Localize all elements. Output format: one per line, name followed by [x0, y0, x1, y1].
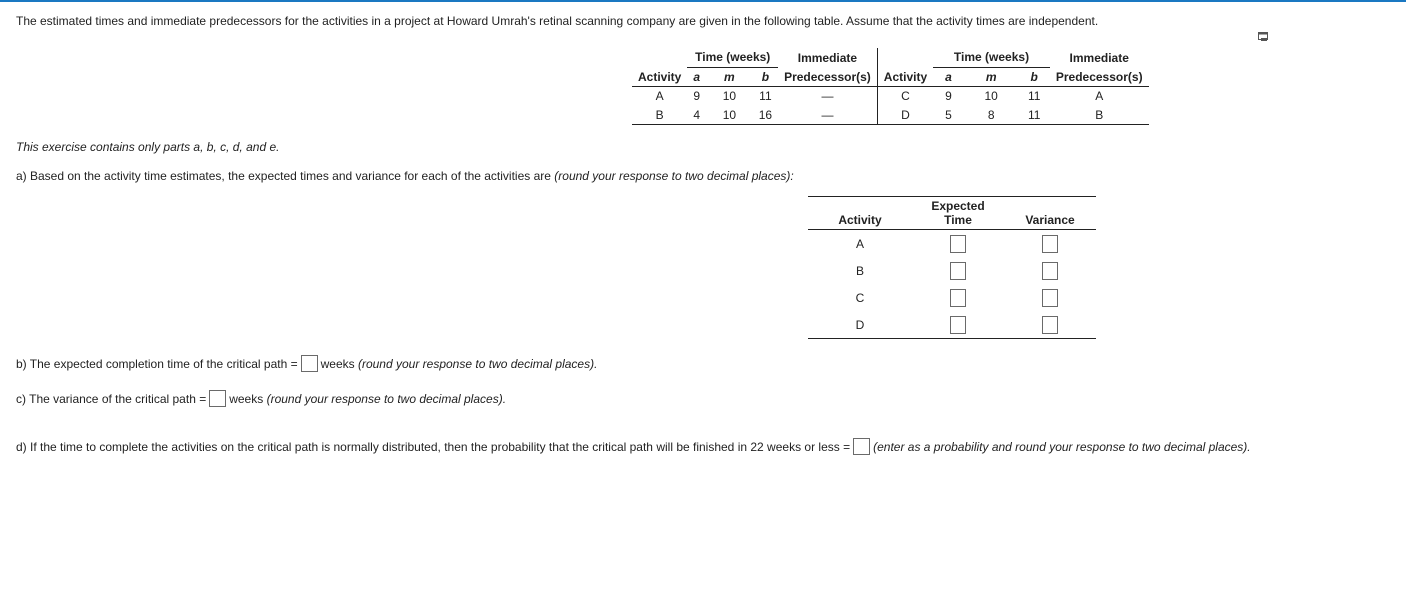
- row-m-right: 10: [984, 89, 998, 104]
- row-a-right: 9: [945, 89, 952, 104]
- answer-variance-header: Variance: [1004, 197, 1096, 230]
- row-pred-right: B: [1050, 106, 1149, 125]
- row-activity-right: D: [877, 106, 933, 125]
- answer-activity: D: [808, 311, 912, 339]
- immediate-header-right: Immediate: [1069, 50, 1129, 65]
- answer-activity-header: Activity: [808, 197, 912, 230]
- answer-table: [808, 196, 1096, 339]
- row-activity: B: [632, 106, 687, 125]
- part-a-text: a) Based on the activity time estimates, the expected times and variance for each of the activities are: [16, 169, 555, 183]
- variance-input-c[interactable]: [1042, 289, 1058, 307]
- row-pred: —: [778, 87, 877, 106]
- predecessors-header: Predecessor(s): [778, 67, 877, 87]
- critical-path-variance-input[interactable]: [209, 390, 226, 407]
- row-a: 9: [693, 89, 701, 104]
- part-c-hint: (round your response to two decimal places).: [266, 391, 507, 406]
- row-b-right: 11: [1027, 89, 1041, 104]
- part-d-text: d) If the time to complete the activities on the critical path is normally distributed, then the probability that the critical path will be finished in 22 weeks or less =: [16, 439, 851, 454]
- activity-data-table: [632, 48, 1149, 125]
- col-b-header-right: b: [1019, 67, 1050, 87]
- activity-header: Activity: [632, 67, 687, 87]
- variance-input-d[interactable]: [1042, 316, 1058, 334]
- row-m: 10: [722, 89, 737, 104]
- row-activity-right: C: [901, 89, 910, 104]
- answer-activity: B: [855, 263, 864, 278]
- time-weeks-header: Time (weeks): [687, 48, 778, 67]
- immediate-header: Immediate: [778, 48, 877, 67]
- part-c-unit: weeks: [229, 391, 264, 406]
- row-pred-right: A: [1095, 89, 1104, 104]
- answer-activity: C: [855, 290, 865, 305]
- answer-expected-header: [912, 197, 1004, 230]
- copy-icon[interactable]: [1258, 32, 1270, 42]
- table-row: [632, 87, 1149, 106]
- part-a-hint: (round your response to two decimal places):: [554, 169, 794, 183]
- row-activity: A: [655, 89, 664, 104]
- expected-label-2: Time: [944, 213, 972, 227]
- expected-time-input-b[interactable]: [950, 262, 966, 280]
- part-b-text: b) The expected completion time of the critical path =: [16, 356, 298, 371]
- row-a-right: 5: [933, 106, 964, 125]
- table-row: [632, 106, 1149, 125]
- row-pred: —: [778, 106, 877, 125]
- predecessors-header-right: Predecessor(s): [1050, 67, 1149, 87]
- part-d-hint: (enter as a probability and round your response to two decimal places).: [873, 439, 1251, 454]
- col-a-header-right: a: [933, 67, 964, 87]
- part-b-unit: weeks: [320, 356, 355, 371]
- answer-activity: A: [855, 236, 864, 251]
- answer-row: [808, 230, 1096, 258]
- expected-time-input-d[interactable]: [950, 316, 966, 334]
- expected-label-1: Expected: [931, 199, 985, 213]
- row-m-right: 8: [964, 106, 1019, 125]
- part-a-question: [16, 169, 794, 183]
- row-b: 11: [759, 89, 772, 104]
- part-c-text: c) The variance of the critical path =: [16, 391, 207, 406]
- intro-text: The estimated times and immediate predecessors for the activities in a project at Howard Umrah's retinal scanning company are given in the following table. Assume that the activity times are independent.: [16, 14, 1099, 28]
- part-d-question: [16, 438, 1251, 455]
- row-b: 16: [753, 106, 778, 125]
- expected-time-input-c[interactable]: [950, 289, 966, 307]
- part-c-question: [16, 390, 506, 407]
- time-weeks-header-right: Time (weeks): [933, 48, 1050, 67]
- activity-header-right: Activity: [877, 67, 933, 87]
- col-m-header-right: m: [964, 67, 1019, 87]
- part-b-hint: (round your response to two decimal places).: [357, 356, 598, 371]
- answer-row: [808, 284, 1096, 311]
- row-a: 4: [687, 106, 706, 125]
- part-note: This exercise contains only parts a, b, c, d, and e.: [16, 140, 280, 154]
- col-a-header: a: [687, 67, 706, 87]
- answer-row: [808, 311, 1096, 339]
- row-b-right: 11: [1019, 106, 1050, 125]
- row-m: 10: [706, 106, 753, 125]
- col-b-header: b: [753, 67, 778, 87]
- variance-input-a[interactable]: [1042, 235, 1058, 253]
- part-b-question: [16, 355, 597, 372]
- answer-row: [808, 257, 1096, 284]
- variance-input-b[interactable]: [1042, 262, 1058, 280]
- col-m-header: m: [706, 67, 753, 87]
- expected-time-input-a[interactable]: [950, 235, 966, 253]
- critical-path-time-input[interactable]: [301, 355, 318, 372]
- probability-input[interactable]: [853, 438, 870, 455]
